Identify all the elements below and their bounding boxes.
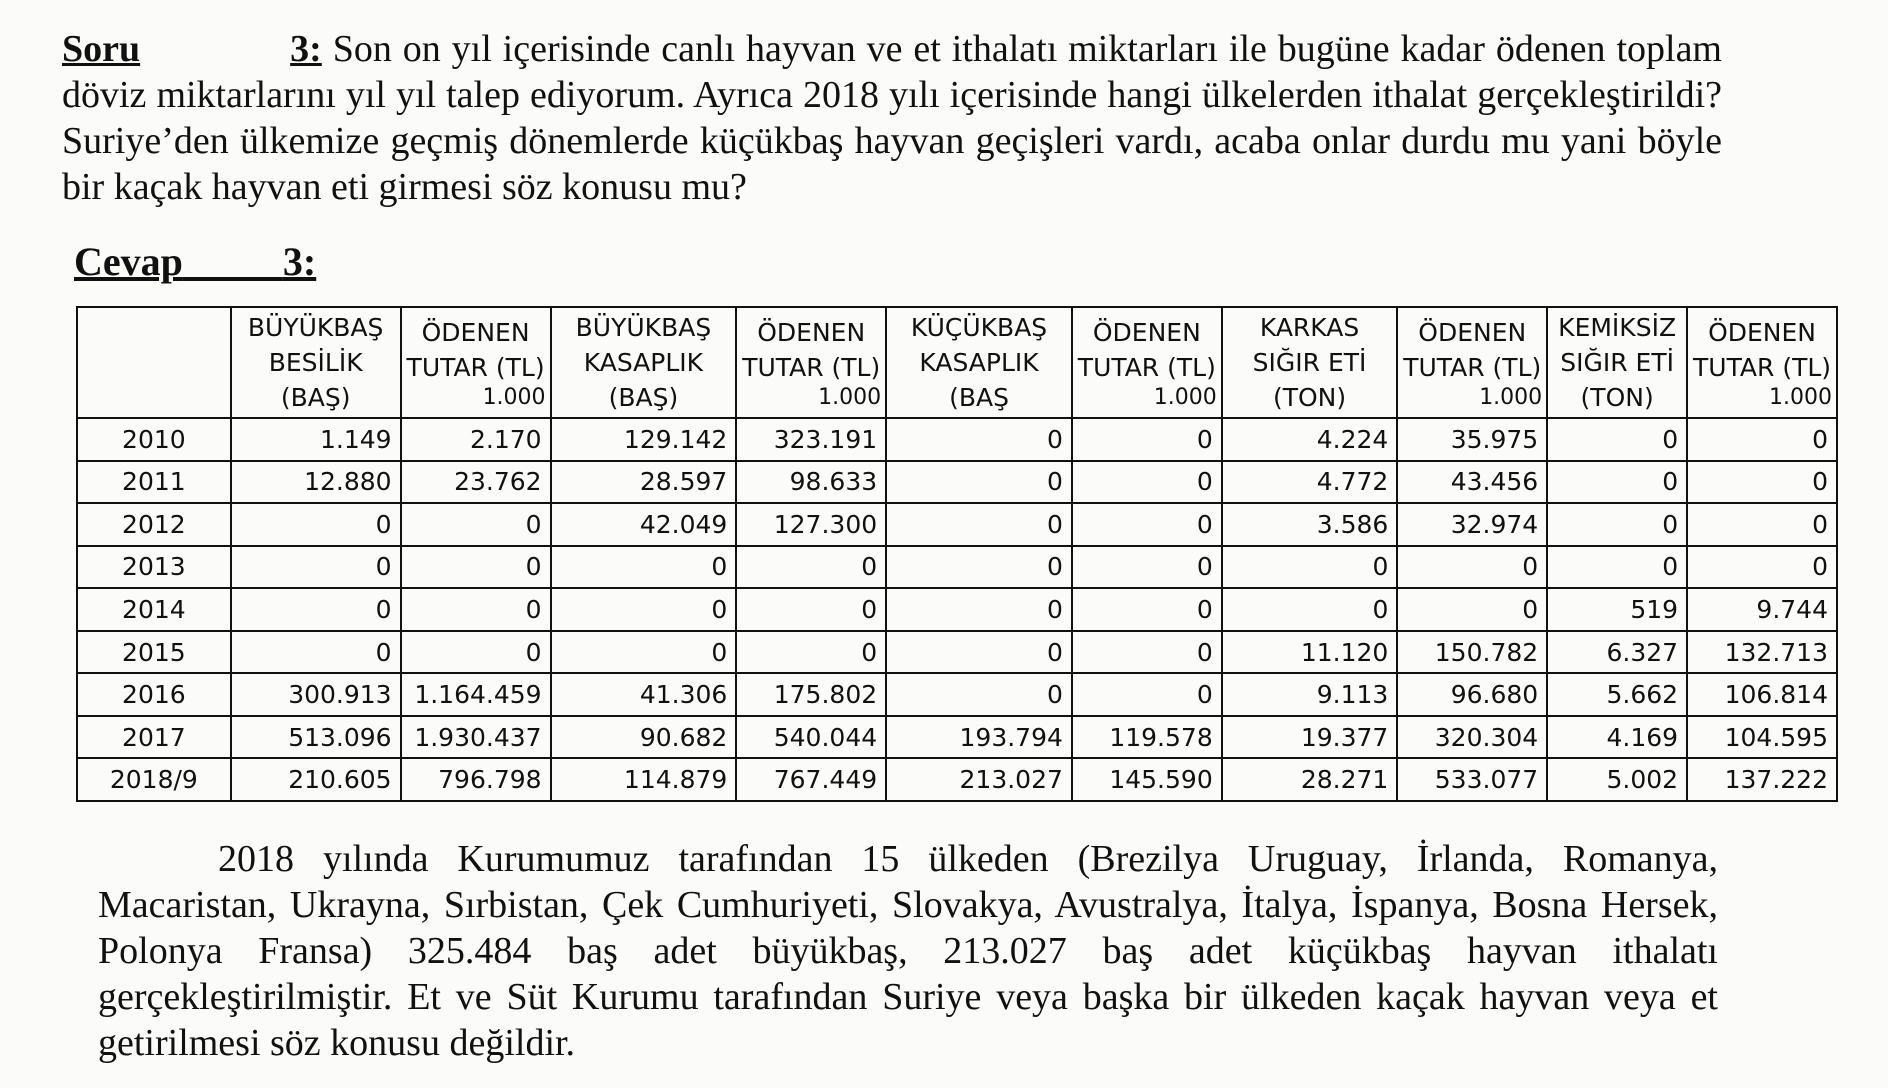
- question-paragraph: [62, 26, 1722, 210]
- value-cell: 41.306: [551, 673, 737, 716]
- column-header-label: ÖDENEN TUTAR (TL): [1693, 317, 1832, 382]
- value-cell: 2.170: [401, 418, 551, 461]
- table-row: [77, 716, 1837, 759]
- column-header: [1222, 307, 1398, 418]
- value-cell: 0: [1687, 546, 1837, 589]
- table-row: [77, 418, 1837, 461]
- value-cell: 193.794: [886, 716, 1072, 759]
- value-cell: 0: [231, 546, 401, 589]
- value-cell: 19.377: [1222, 716, 1398, 759]
- column-header: [1072, 307, 1222, 418]
- column-header: [401, 307, 551, 418]
- value-cell: 0: [886, 418, 1072, 461]
- column-header: [886, 307, 1072, 418]
- column-header: [736, 307, 886, 418]
- value-cell: 9.113: [1222, 673, 1398, 716]
- value-cell: 150.782: [1397, 631, 1547, 674]
- value-cell: 132.713: [1687, 631, 1837, 674]
- value-cell: 0: [231, 503, 401, 546]
- value-cell: 0: [401, 588, 551, 631]
- value-cell: 175.802: [736, 673, 886, 716]
- value-cell: 0: [886, 503, 1072, 546]
- value-cell: 28.271: [1222, 758, 1398, 801]
- value-cell: 0: [1397, 546, 1547, 589]
- table-row: [77, 503, 1837, 546]
- import-table: [76, 306, 1838, 802]
- value-cell: 9.744: [1687, 588, 1837, 631]
- value-cell: 0: [886, 588, 1072, 631]
- answer-label: Cevap 3:: [74, 239, 317, 284]
- column-header: [231, 307, 401, 418]
- column-header: [1397, 307, 1547, 418]
- value-cell: 43.456: [1397, 461, 1547, 504]
- value-cell: 12.880: [231, 461, 401, 504]
- value-cell: 300.913: [231, 673, 401, 716]
- value-cell: 104.595: [1687, 716, 1837, 759]
- column-header-label: BÜYÜKBAŞ BESİLİK (BAŞ): [247, 313, 384, 412]
- value-cell: 0: [1687, 461, 1837, 504]
- value-cell: 145.590: [1072, 758, 1222, 801]
- column-header-label: KEMİKSİZ SIĞIR ETİ (TON): [1558, 313, 1677, 412]
- value-cell: 119.578: [1072, 716, 1222, 759]
- value-cell: 796.798: [401, 758, 551, 801]
- table-row: [77, 461, 1837, 504]
- value-cell: 323.191: [736, 418, 886, 461]
- value-cell: 1.149: [231, 418, 401, 461]
- value-cell: 0: [886, 546, 1072, 589]
- value-cell: 0: [401, 546, 551, 589]
- year-cell: 2018/9: [77, 758, 231, 801]
- table-row: [77, 673, 1837, 716]
- value-cell: 767.449: [736, 758, 886, 801]
- value-cell: 0: [551, 631, 737, 674]
- table-row: [77, 631, 1837, 674]
- value-cell: 0: [736, 546, 886, 589]
- question-text: Son on yıl içerisinde canlı hayvan ve et ithalatı miktarları ile bugüne kadar ödenen toplam döviz miktarlarını yıl yıl talep ediyorum. Ayrıca 2018 yılı içerisinde hangi ülkelerden ithalat gerçekleştirildi? Suriye’den ülkemize geçmiş dönemlerde küçükbaş hayvan geçişleri vardı, acaba onlar durdu mu yani böyle bir kaçak hayvan eti girmesi söz konusu mu?: [62, 28, 1722, 208]
- value-cell: 213.027: [886, 758, 1072, 801]
- value-cell: 0: [1547, 418, 1687, 461]
- value-cell: 0: [401, 631, 551, 674]
- table-header-row: [77, 307, 1837, 418]
- column-header: [551, 307, 737, 418]
- value-cell: 0: [551, 546, 737, 589]
- value-cell: 1.930.437: [401, 716, 551, 759]
- value-cell: 0: [1072, 418, 1222, 461]
- value-cell: 0: [1072, 503, 1222, 546]
- question-label: Soru 3:: [62, 28, 322, 70]
- column-header-unit: 1.000: [1153, 384, 1217, 410]
- value-cell: 519: [1547, 588, 1687, 631]
- value-cell: 0: [1072, 461, 1222, 504]
- column-header-unit: 1.000: [1769, 384, 1832, 410]
- column-header-label: ÖDENEN TUTAR (TL): [406, 317, 545, 382]
- column-header-label: ÖDENEN TUTAR (TL): [1077, 317, 1216, 382]
- value-cell: 35.975: [1397, 418, 1547, 461]
- table-body: [77, 418, 1837, 801]
- value-cell: 0: [1397, 588, 1547, 631]
- value-cell: 0: [886, 631, 1072, 674]
- year-cell: 2010: [77, 418, 231, 461]
- value-cell: 0: [1547, 503, 1687, 546]
- value-cell: 23.762: [401, 461, 551, 504]
- value-cell: 90.682: [551, 716, 737, 759]
- value-cell: 0: [231, 631, 401, 674]
- value-cell: 0: [736, 588, 886, 631]
- value-cell: 513.096: [231, 716, 401, 759]
- value-cell: 0: [1547, 461, 1687, 504]
- year-cell: 2014: [77, 588, 231, 631]
- year-cell: 2015: [77, 631, 231, 674]
- year-cell: 2013: [77, 546, 231, 589]
- column-header-label: KÜÇÜKBAŞ KASAPLIK (BAŞ: [910, 313, 1048, 412]
- year-cell: 2016: [77, 673, 231, 716]
- table-row: [77, 546, 1837, 589]
- value-cell: 320.304: [1397, 716, 1547, 759]
- value-cell: 1.164.459: [401, 673, 551, 716]
- column-header-label: BÜYÜKBAŞ KASAPLIK (BAŞ): [575, 313, 712, 412]
- column-header-label: ÖDENEN TUTAR (TL): [742, 317, 881, 382]
- value-cell: 0: [1222, 588, 1398, 631]
- value-cell: 129.142: [551, 418, 737, 461]
- value-cell: 42.049: [551, 503, 737, 546]
- answer-paragraph: 2018 yılında Kurumumuz tarafından 15 ülkeden (Brezilya Uruguay, İrlanda, Romanya, Macaristan, Ukrayna, Sırbistan, Çek Cumhuriyeti, Slovakya, Avustralya, İtalya, İspanya, Bosna Hersek, Polonya Fransa) 325.484 baş adet büyükbaş, 213.027 baş adet küçükbaş hayvan ithalatı gerçekleştirilmiştir. Et ve Süt Kurumu tarafından Suriye veya başka bir ülkeden kaçak hayvan veya et getirilmesi söz konusu değildir.: [98, 838, 1718, 1064]
- value-cell: 0: [736, 631, 886, 674]
- column-header-label: KARKAS SIĞIR ETİ (TON): [1252, 313, 1367, 412]
- value-cell: 6.327: [1547, 631, 1687, 674]
- value-cell: 0: [1072, 673, 1222, 716]
- column-header: [1547, 307, 1687, 418]
- value-cell: 0: [401, 503, 551, 546]
- value-cell: 4.772: [1222, 461, 1398, 504]
- value-cell: 0: [1072, 546, 1222, 589]
- column-header-unit: 1.000: [818, 384, 882, 410]
- value-cell: 0: [1687, 503, 1837, 546]
- column-header-label: ÖDENEN TUTAR (TL): [1403, 317, 1542, 382]
- value-cell: 5.002: [1547, 758, 1687, 801]
- value-cell: 0: [886, 673, 1072, 716]
- value-cell: 5.662: [1547, 673, 1687, 716]
- value-cell: 0: [551, 588, 737, 631]
- value-cell: 0: [1072, 631, 1222, 674]
- year-cell: 2017: [77, 716, 231, 759]
- value-cell: 4.169: [1547, 716, 1687, 759]
- column-header: [1687, 307, 1837, 418]
- value-cell: 0: [231, 588, 401, 631]
- value-cell: 137.222: [1687, 758, 1837, 801]
- year-cell: 2012: [77, 503, 231, 546]
- table-row: [77, 758, 1837, 801]
- value-cell: 11.120: [1222, 631, 1398, 674]
- value-cell: 0: [1687, 418, 1837, 461]
- value-cell: 4.224: [1222, 418, 1398, 461]
- value-cell: 3.586: [1222, 503, 1398, 546]
- column-header-unit: 1.000: [482, 384, 546, 410]
- value-cell: 28.597: [551, 461, 737, 504]
- value-cell: 96.680: [1397, 673, 1547, 716]
- value-cell: 0: [1547, 546, 1687, 589]
- table-row: [77, 588, 1837, 631]
- column-header-unit: 1.000: [1479, 384, 1543, 410]
- value-cell: 127.300: [736, 503, 886, 546]
- value-cell: 32.974: [1397, 503, 1547, 546]
- value-cell: 106.814: [1687, 673, 1837, 716]
- value-cell: 540.044: [736, 716, 886, 759]
- value-cell: 114.879: [551, 758, 737, 801]
- value-cell: 98.633: [736, 461, 886, 504]
- value-cell: 533.077: [1397, 758, 1547, 801]
- value-cell: 0: [1072, 588, 1222, 631]
- value-cell: 0: [886, 461, 1072, 504]
- value-cell: 0: [1222, 546, 1398, 589]
- year-cell: 2011: [77, 461, 231, 504]
- column-header: [77, 307, 231, 418]
- value-cell: 210.605: [231, 758, 401, 801]
